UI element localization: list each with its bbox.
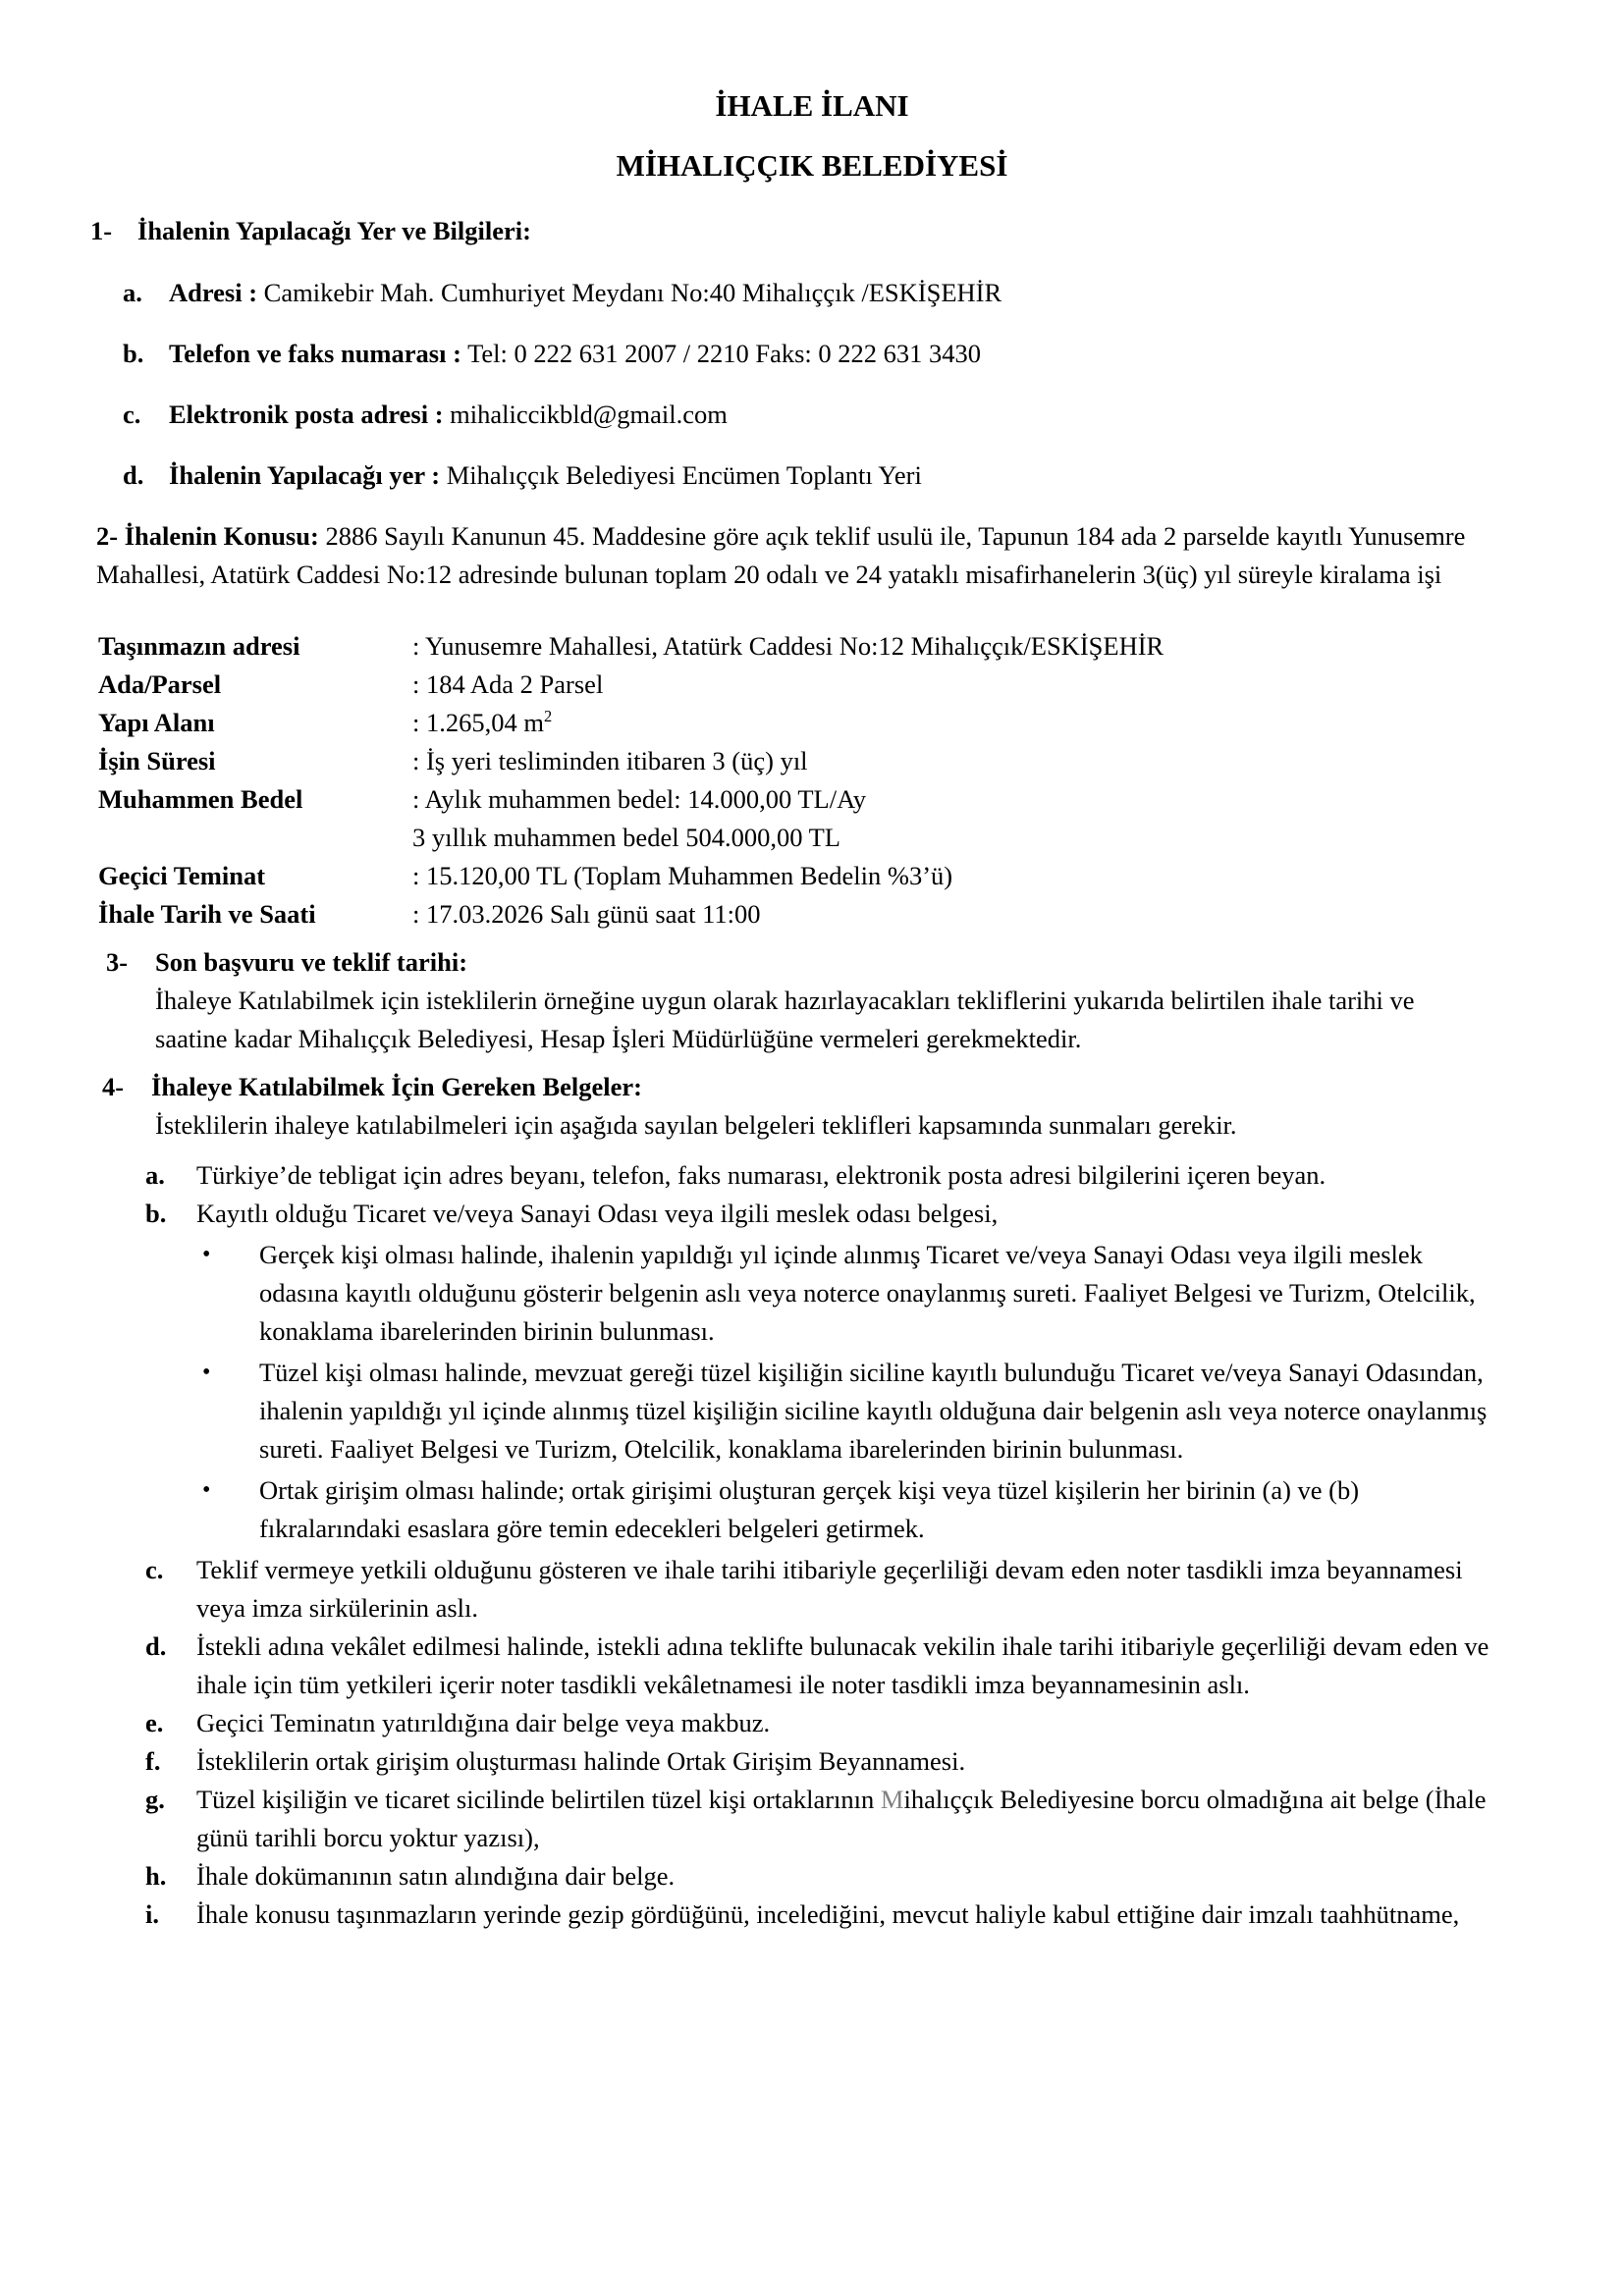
item-text: Teklif vermeye yetkili olduğunu gösteren ve ihale tarihi itibariyle geçerliliği devam eden noter tasdikli imza beyannamesi veya imza sirkülerinin aslı. [196, 1555, 1463, 1623]
item-marker: c. [145, 1555, 164, 1584]
table-row-tasinmaz-adresi [98, 627, 1624, 666]
item-text: Türkiye’de tebligat için adres beyanı, telefon, faks numarası, elektronik posta adresi bilgilerini içeren beyan. [196, 1160, 1326, 1190]
item-text: İhale dokümanının satın alındığına dair belge. [196, 1861, 676, 1891]
item-marker: a. [123, 278, 142, 307]
item-text: İhale konusu taşınmazların yerinde gezip gördüğünü, incelediğini, mevcut haliyle kabul ettiğine dair imzalı taahhütname, [196, 1899, 1460, 1929]
document-title: İHALE İLANI [715, 88, 909, 123]
requirement-item-d [145, 1628, 1624, 1704]
row-value [412, 704, 1624, 742]
section-2-title: İhalenin Konusu: [124, 521, 319, 551]
item-label: Adresi : [169, 278, 258, 307]
row-value-text: : 1.265,04 m [412, 708, 544, 737]
item-label: Elektronik posta adresi : [169, 400, 444, 429]
bullet-item-tuzel-kisi [202, 1354, 1624, 1468]
superscript: 2 [543, 707, 553, 726]
item-text: Geçici Teminatın yatırıldığına dair belge veya makbuz. [196, 1708, 771, 1737]
item-marker: b. [145, 1199, 167, 1228]
section-3-heading [106, 943, 1624, 982]
item-marker: d. [123, 460, 144, 490]
list-item-telefon [123, 335, 1624, 373]
property-table [98, 627, 1624, 934]
item-marker: b. [123, 339, 144, 368]
row-label [98, 819, 412, 857]
table-row-ihale-tarih-saat [98, 895, 1624, 934]
row-label: Taşınmazın adresi [98, 631, 300, 661]
section-4-intro: İsteklilerin ihaleye katılabilmeleri için aşağıda sayılan belgeleri teklifleri kapsamında sunmaları gerekir. [155, 1110, 1237, 1140]
section-3-title: Son başvuru ve teklif tarihi: [155, 947, 468, 977]
list-item-eposta [123, 396, 1624, 434]
section-4-title: İhaleye Katılabilmek İçin Gereken Belgeler: [151, 1072, 642, 1101]
item-value: Camikebir Mah. Cumhuriyet Meydanı No:40 Mihalıççık /ESKİŞEHİR [263, 278, 1002, 307]
bullet-icon: • [202, 1360, 211, 1385]
item-text-before: Tüzel kişiliğin ve ticaret sicilinde belirtilen tüzel kişi ortaklarının [196, 1785, 881, 1814]
requirement-item-h [145, 1857, 1624, 1896]
bullet-item-gercek-kisi [202, 1236, 1624, 1351]
row-label: Muhammen Bedel [98, 784, 303, 814]
row-label: Ada/Parsel [98, 669, 222, 699]
item-text: Kayıtlı olduğu Ticaret ve/veya Sanayi Odası veya ilgili meslek odası belgesi, [196, 1199, 999, 1228]
row-value: : İş yeri tesliminden itibaren 3 (üç) yıl [412, 746, 808, 775]
item-marker: c. [123, 400, 141, 429]
list-item-ihale-yeri [123, 456, 1624, 495]
item-label: Telefon ve faks numarası : [169, 339, 461, 368]
gray-letter: M [880, 1785, 904, 1814]
item-marker: d. [145, 1631, 167, 1661]
item-marker: i. [145, 1899, 159, 1929]
row-label: Geçici Teminat [98, 861, 266, 890]
item-text: İstekli adına vekâlet edilmesi halinde, istekli adına teklifte bulunacak vekilin ihale tarihi itibariyle geçerliliği devam eden ve ihale için tüm yetkileri içerir noter tasdikli vekâletnamesi ile noter tasdikli imza beyannamesinin aslı. [196, 1631, 1489, 1699]
row-value: : 17.03.2026 Salı günü saat 11:00 [412, 899, 761, 929]
item-text [196, 1781, 1512, 1857]
bullet-text: Ortak girişim olması halinde; ortak girişimi oluşturan gerçek kişi veya tüzel kişilerin her birinin (a) ve (b) fıkralarındaki esaslara göre temin edecekleri belgeleri getirmek. [259, 1475, 1360, 1543]
bullet-icon: • [202, 1242, 211, 1267]
row-value: : Yunusemre Mahallesi, Atatürk Caddesi No:12 Mihalıççık/ESKİŞEHİR [412, 631, 1164, 661]
requirement-item-g [145, 1781, 1624, 1857]
item-value: Tel: 0 222 631 2007 / 2210 Faks: 0 222 631 3430 [467, 339, 982, 368]
bullet-item-ortak-girisim [202, 1471, 1624, 1548]
item-value: mihaliccikbld@gmail.com [450, 400, 728, 429]
list-item-adresi [123, 274, 1624, 312]
row-label: İhale Tarih ve Saati [98, 899, 316, 929]
row-label: Yapı Alanı [98, 708, 215, 737]
row-label: İşin Süresi [98, 746, 216, 775]
item-marker: g. [145, 1785, 165, 1814]
item-label: İhalenin Yapılacağı yer : [169, 460, 441, 490]
table-row-yapi-alani [98, 704, 1624, 742]
item-value: Mihalıççık Belediyesi Encümen Toplantı Yeri [446, 460, 922, 490]
requirement-item-c [145, 1551, 1624, 1628]
row-value: : Aylık muhammen bedel: 14.000,00 TL/Ay [412, 784, 867, 814]
requirement-item-a [145, 1156, 1624, 1195]
table-row-isin-suresi [98, 742, 1624, 780]
requirement-item-b [145, 1195, 1624, 1233]
row-value: : 15.120,00 TL (Toplam Muhammen Bedelin %3’ü) [412, 861, 953, 890]
requirement-item-e [145, 1704, 1624, 1742]
requirement-item-i [145, 1896, 1624, 1934]
section-2-paragraph [96, 517, 1469, 594]
table-row-muhammen-bedel-devam [98, 819, 1624, 857]
section-1-items [123, 274, 1624, 495]
table-row-gecici-teminat [98, 857, 1624, 895]
bullet-text: Gerçek kişi olması halinde, ihalenin yapıldığı yıl içinde alınmış Ticaret ve/veya Sanayi Odası veya ilgili meslek odasına kayıtlı olduğunu gösterir belgenin aslı veya noterce onaylanmış sureti. Faaliyet Belgesi ve Turizm, Otelcilik, konaklama ibarelerinden birinin bulunması. [259, 1240, 1476, 1346]
item-marker: a. [145, 1160, 165, 1190]
item-marker: f. [145, 1746, 161, 1776]
section-1-number: 1- [90, 216, 113, 245]
section-1-heading [90, 212, 1624, 250]
requirement-item-f [145, 1742, 1624, 1781]
item-text-after: ihalıççık Belediyesine borcu olmadığına ait belge (İhale günü tarihli borcu yoktur yazısı), [196, 1785, 1487, 1852]
row-value: 3 yıllık muhammen bedel 504.000,00 TL [412, 823, 840, 852]
table-row-muhammen-bedel [98, 780, 1624, 819]
section-3-paragraph: İhaleye Katılabilmek için isteklilerin örneğine uygun olarak hazırlayacakları tekliflerini yukarıda belirtilen ihale tarihi ve saatine kadar Mihalıççık Belediyesi, Hesap İşleri Müdürlüğüne vermeleri gerekmektedir. [155, 986, 1415, 1053]
item-marker: e. [145, 1708, 164, 1737]
section-4-heading [102, 1068, 1624, 1106]
section-2-number: 2- [96, 521, 119, 551]
bullet-icon: • [202, 1477, 211, 1503]
item-text: İsteklilerin ortak girişim oluşturması halinde Ortak Girişim Beyannamesi. [196, 1746, 966, 1776]
bullet-text: Tüzel kişi olması halinde, mevzuat gereği tüzel kişiliğin siciline kayıtlı bulunduğu Ticaret ve/veya Sanayi Odasından, ihalenin yapıldığı yıl içinde alınmış tüzel kişiliğin siciline kayıtlı olduğuna dair belgenin aslı veya noterce onaylanmış sureti. Faaliyet Belgesi ve Turizm, Otelcilik, konaklama ibarelerinden birinin bulunması. [259, 1358, 1488, 1464]
item-marker: h. [145, 1861, 167, 1891]
section-1-title: İhalenin Yapılacağı Yer ve Bilgileri: [137, 216, 531, 245]
section-2-body: 2886 Sayılı Kanunun 45. Maddesine göre açık teklif usulü ile, Tapunun 184 ada 2 parselde kayıtlı Yunusemre Mahallesi, Atatürk Caddesi No:12 adresinde bulunan toplam 20 odalı ve 24 yataklı misafirhanelerin 3(üç) yıl süreyle kiralama işi [96, 521, 1466, 589]
section-3-number: 3- [106, 947, 129, 977]
row-value: : 184 Ada 2 Parsel [412, 669, 604, 699]
document-subtitle: MİHALIÇÇIK BELEDİYESİ [616, 148, 1008, 183]
requirements-list [145, 1156, 1624, 1934]
section-4-number: 4- [102, 1072, 125, 1101]
table-row-ada-parsel [98, 666, 1624, 704]
